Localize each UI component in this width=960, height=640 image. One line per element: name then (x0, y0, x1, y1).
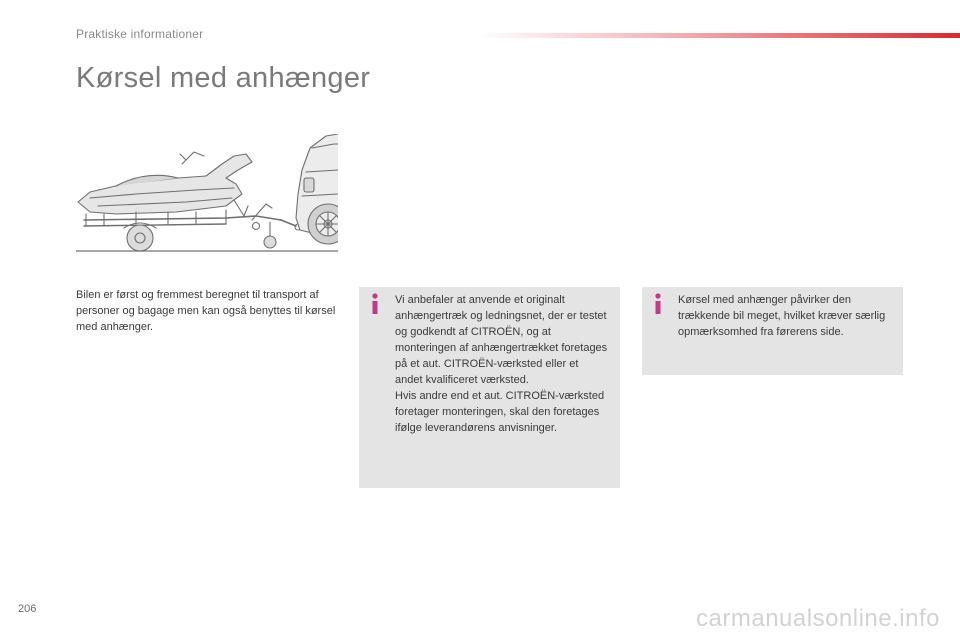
info-icon (369, 293, 381, 315)
info-paragraph: Hvis andre end et aut. CITROËN-værksted foretager monteringen, skal den foretages ifølge leverandørens anvisninger. (395, 390, 605, 434)
info-box (359, 287, 620, 488)
intro-text: Bilen er først og fremmest beregnet til transport af personer og bagage men kan også benyttes til kørsel med anhænger. (76, 289, 336, 333)
info-paragraph: Vi anbefaler at anvende et originalt anhængertræk og ledningsnet, der er testet og godkendt af CITROËN, og at monteringen af anhængertrækket foretages på et aut. CITROËN-værksted eller et andet kvalificeret værksted. (395, 294, 608, 386)
info-box (642, 287, 903, 375)
car-towing-jetski-trailer-illustration (76, 134, 338, 252)
watermark[interactable]: carmanualsonline.info (696, 605, 940, 632)
header-accent-bar (478, 33, 960, 38)
page-title: Kørsel med anhænger (76, 62, 371, 94)
section-label: Praktiske informationer (76, 27, 204, 41)
info-icon (652, 293, 664, 315)
page-number: 206 (18, 603, 37, 615)
info-paragraph: Kørsel med anhænger påvirker den trækkende bil meget, hvilket kræver særlig opmærksomhed fra førerens side. (678, 294, 886, 338)
